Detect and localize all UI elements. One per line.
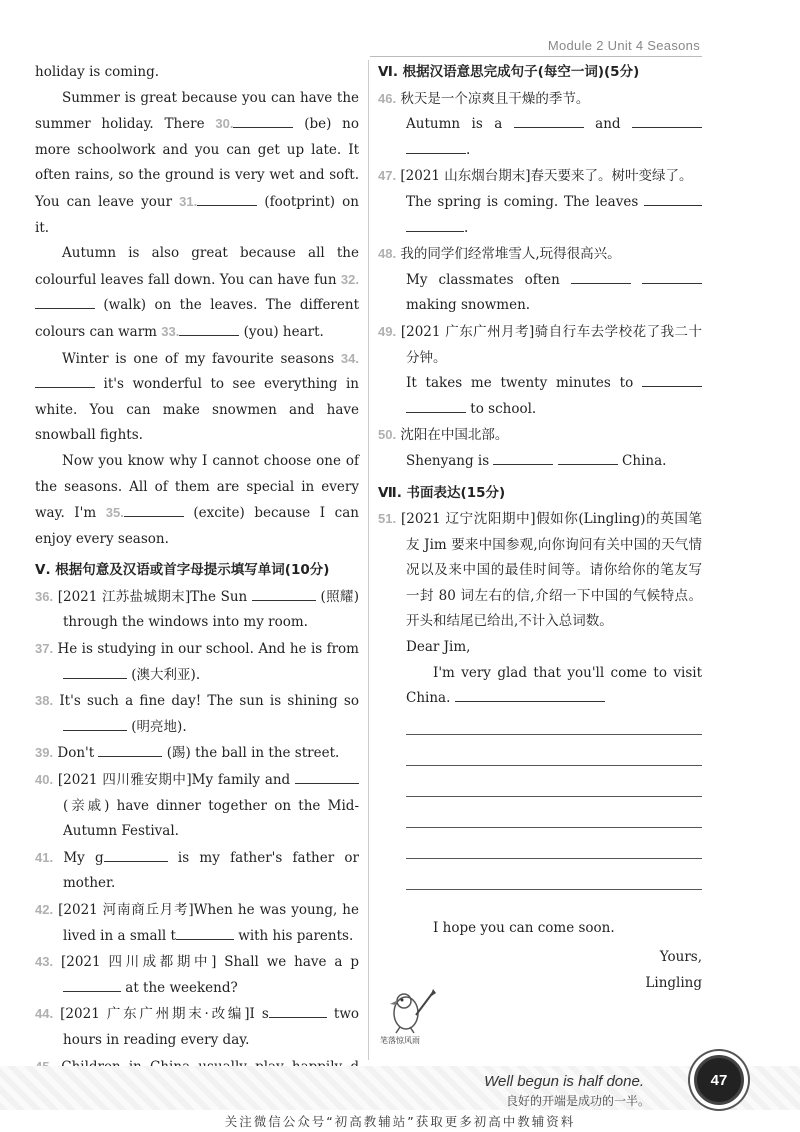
letter-closing-line: I hope you can come soon.	[433, 919, 615, 936]
answer-blank[interactable]	[63, 716, 127, 731]
writing-line[interactable]	[406, 827, 702, 828]
question-number: 33.	[161, 323, 180, 339]
right-column	[378, 60, 702, 997]
question-48-answer: My classmates often making snowmen.	[378, 268, 702, 319]
question-47: 47. [2021 山东烟台期末]春天要来了。树叶变绿了。	[378, 168, 693, 185]
answer-blank[interactable]	[233, 113, 293, 128]
question-42: 42. [2021 河南商丘月考]When he was young, he lived in a small t with his parents.	[35, 902, 359, 944]
question-number: 35.	[105, 505, 124, 521]
answer-blank[interactable]	[176, 925, 234, 940]
writing-line[interactable]	[406, 796, 702, 797]
section-v-title: Ⅴ. 根据句意及汉语或首字母提示填写单词(10分)	[35, 562, 330, 579]
answer-blank[interactable]	[571, 269, 631, 284]
answer-blank[interactable]	[124, 502, 184, 517]
section-vii-title: Ⅶ. 书面表达(15分)	[378, 484, 506, 501]
answer-blank[interactable]	[642, 372, 702, 387]
question-50: 50. 沈阳在中国北部。	[378, 427, 509, 444]
footer-motto: Well begun is half done.	[484, 1073, 644, 1090]
passage-line: holiday is coming.	[35, 64, 160, 80]
answer-blank[interactable]	[197, 191, 257, 206]
question-48: 48. 我的同学们经常堆雪人,玩得很高兴。	[378, 246, 621, 263]
answer-blank[interactable]	[295, 769, 359, 784]
question-51: 51. [2021 辽宁沈阳期中]假如你(Lingling)的英国笔友 Jim 要来中国参观,向你询问有关中国的天气情况以及来中国的最佳时间等。请你给你的笔友写一封 80 词左右的信,介绍一下中国的气候特点。开头和结尾已给出,不计入总词数。	[378, 511, 702, 630]
question-37: 37. He is studying in our school. And he is from (澳大利亚).	[35, 641, 359, 683]
page-number: 47	[710, 1071, 728, 1089]
answer-blank[interactable]	[642, 269, 702, 284]
answer-blank[interactable]	[455, 687, 605, 702]
answer-blank[interactable]	[632, 113, 702, 128]
question-49: 49. [2021 广东广州月考]骑自行车去学校花了我二十分钟。	[378, 323, 702, 366]
answer-blank[interactable]	[406, 217, 464, 232]
answer-blank[interactable]	[63, 664, 127, 679]
question-39: 39. Don't (踢) the ball in the street.	[35, 740, 359, 767]
answer-blank[interactable]	[179, 321, 239, 336]
question-50-answer: Shenyang is China.	[378, 449, 702, 475]
letter-signature: Lingling	[645, 975, 702, 992]
writing-line[interactable]	[406, 765, 702, 766]
question-number: 34.	[340, 350, 359, 366]
answer-blank[interactable]	[406, 398, 466, 413]
promo-note: 关注微信公众号“初高教辅站”获取更多初高中教辅资料	[224, 1114, 576, 1129]
passage-conclusion: Now you know why I cannot choose one of the seasons. All of them are special in every way. I'm 35. (excite) because I can enjoy every season.	[35, 452, 359, 547]
answer-blank[interactable]	[406, 139, 466, 154]
passage-summer: Summer is great because you can have the summer holiday. There 30. (be) no more schoolwork and you can get up late. It often rains, so the ground is very wet and soft. You can leave your 31. (footprint) on it.	[35, 89, 360, 236]
logo-caption: 笔落惊风雨	[380, 1036, 420, 1045]
answer-blank[interactable]	[104, 847, 168, 862]
answer-blank[interactable]	[98, 742, 162, 757]
passage-autumn: Autumn is also great because all the colourful leaves fall down. You can have fun 32. (walk) on the leaves. The different colours can warm 33. (you) heart.	[35, 245, 359, 340]
question-47-answer: The spring is coming. The leaves .	[378, 190, 702, 241]
parrot-logo	[378, 985, 448, 1047]
answer-blank[interactable]	[63, 977, 121, 992]
question-number: 31.	[179, 193, 198, 209]
answer-blank[interactable]	[644, 191, 702, 206]
question-40: 40. [2021 四川雅安期中]My family and (亲戚) have dinner together on the Mid-Autumn Festival.	[35, 767, 359, 845]
page-number-badge	[694, 1055, 744, 1105]
footer-motto-cn: 良好的开端是成功的一半。	[505, 1094, 650, 1108]
letter-valediction: Yours,	[659, 949, 702, 966]
running-header: Module 2 Unit 4 Seasons	[547, 38, 700, 53]
writing-line[interactable]	[406, 889, 702, 890]
question-44: 44. [2021 广东广州期末·改编]I s two hours in reading every day.	[35, 1001, 359, 1053]
passage-winter: Winter is one of my favourite seasons 34. it's wonderful to see everything in white. You can make snowmen and have snowball fights.	[35, 350, 359, 444]
question-number: 30.	[215, 116, 234, 132]
answer-blank[interactable]	[493, 450, 553, 465]
section-vi-title: Ⅵ. 根据汉语意思完成句子(每空一词)(5分)	[378, 64, 640, 80]
writing-line[interactable]	[406, 734, 702, 735]
answer-blank[interactable]	[252, 586, 316, 601]
footer-band	[0, 1066, 800, 1110]
answer-blank[interactable]	[558, 450, 618, 465]
answer-blank[interactable]	[35, 373, 95, 388]
left-column	[35, 60, 359, 1106]
question-36: 36. [2021 江苏盐城期末]The Sun (照耀) through the windows into my room.	[35, 584, 359, 636]
writing-line[interactable]	[406, 858, 702, 859]
question-46-answer: Autumn is a and .	[378, 112, 702, 163]
question-43: 43. [2021 四川成都期中] Shall we have a p at the weekend?	[35, 954, 359, 996]
question-46: 46. 秋天是一个凉爽且干燥的季节。	[378, 90, 590, 107]
answer-blank[interactable]	[269, 1003, 327, 1018]
letter-greeting: Dear Jim,	[406, 639, 471, 656]
question-49-answer: It takes me twenty minutes to to school.	[378, 371, 702, 422]
question-41: 41. My g is my father's father or mother.	[35, 845, 359, 897]
header-rule	[370, 56, 702, 57]
column-divider	[368, 60, 369, 1060]
question-38: 38. It's such a fine day! The sun is shining so (明亮地).	[35, 693, 359, 735]
question-number: 32.	[340, 271, 359, 287]
answer-blank[interactable]	[35, 294, 95, 309]
answer-blank[interactable]	[514, 113, 584, 128]
letter-opening: I'm very glad that you'll come to visit China.	[406, 664, 702, 707]
